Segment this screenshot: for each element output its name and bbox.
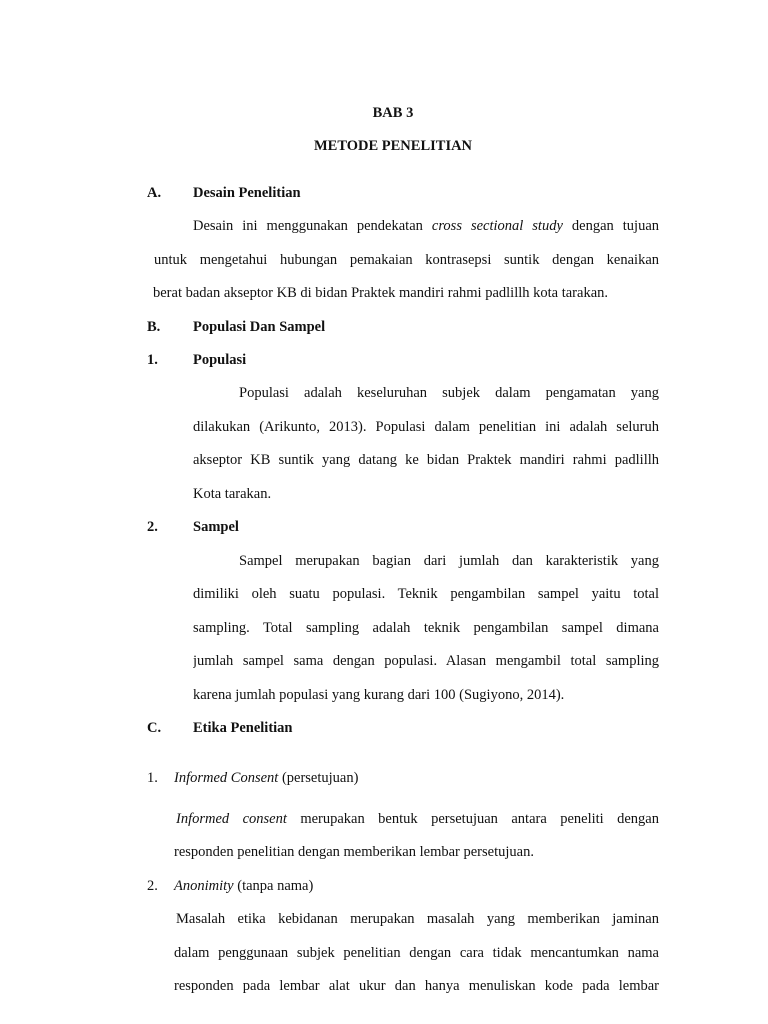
anonimity-line-1: Masalah etika kebidanan merupakan masalah yang memberikan jaminan — [176, 912, 659, 927]
section-a-line-1-post: dengan tujuan — [571, 219, 659, 234]
section-a-line-1-pre: Desain ini menggunakan pendekatan — [193, 219, 423, 234]
sampel-heading: Sampel — [193, 519, 239, 535]
section-b-marker: B. — [147, 319, 161, 335]
sampel-line-2: dimiliki oleh suatu populasi. Teknik pengambilan sampel yaitu total — [193, 587, 659, 602]
anonimity-line-3: responden pada lembar alat ukur dan hanya menuliskan kode pada lembar — [174, 979, 659, 994]
anonimity-suffix: (tanpa nama) — [237, 878, 314, 894]
informed-consent-inline-term: Informed consent — [176, 812, 287, 827]
populasi-line-1: Populasi adalah keseluruhan subjek dalam pengamatan yang — [239, 386, 659, 401]
sampel-line-5: karena jumlah populasi yang kurang dari 100 (Sugiyono, 2014). — [193, 687, 565, 703]
chapter-title: METODE PENELITIAN — [313, 138, 473, 154]
sampel-line-4: jumlah sampel sama dengan populasi. Alasan mengambil total sampling — [193, 654, 659, 669]
sampel-line-3: sampling. Total sampling adalah teknik pengambilan sampel dimana — [193, 621, 659, 636]
informed-consent-line-1-rest: merupakan bentuk persetujuan antara peneliti dengan — [300, 812, 659, 827]
populasi-line-4: Kota tarakan. — [193, 486, 272, 502]
section-a-line-1 — [193, 219, 659, 235]
section-a-heading: Desain Penelitian — [193, 185, 301, 201]
informed-consent-suffix: (persetujuan) — [281, 770, 359, 786]
section-b-heading: Populasi Dan Sampel — [193, 319, 326, 335]
informed-consent-heading — [174, 771, 358, 786]
populasi-heading: Populasi — [193, 352, 247, 368]
anonimity-heading — [174, 879, 313, 894]
section-a-line-2: untuk mengetahui hubungan pemakaian kontrasepsi suntik dengan kenaikan — [154, 253, 659, 268]
informed-consent-marker: 1. — [147, 770, 158, 786]
sampel-marker: 2. — [147, 519, 158, 535]
populasi-line-2: dilakukan (Arikunto, 2013). Populasi dalam penelitian ini adalah seluruh — [193, 420, 659, 435]
populasi-marker: 1. — [147, 352, 158, 368]
section-a-marker: A. — [147, 185, 162, 201]
section-c-heading: Etika Penelitian — [193, 720, 293, 736]
populasi-line-3: akseptor KB suntik yang datang ke bidan Praktek mandiri rahmi padlillh — [193, 453, 659, 468]
informed-consent-term: Informed Consent — [174, 770, 279, 786]
anonimity-term: Anonimity — [174, 878, 234, 894]
informed-consent-line-1 — [176, 812, 659, 828]
section-c-marker: C. — [147, 720, 162, 736]
cross-sectional-term: cross sectional study — [431, 219, 563, 234]
chapter-number: BAB 3 — [372, 105, 414, 121]
sampel-line-1: Sampel merupakan bagian dari jumlah dan karakteristik yang — [239, 554, 659, 569]
informed-consent-line-2: responden penelitian dengan memberikan lembar persetujuan. — [174, 844, 534, 860]
anonimity-marker: 2. — [147, 878, 158, 894]
section-a-line-3: berat badan akseptor KB di bidan Praktek mandiri rahmi padlillh kota tarakan. — [153, 285, 609, 301]
anonimity-line-2: dalam penggunaan subjek penelitian dengan cara tidak mencantumkan nama — [174, 946, 659, 961]
